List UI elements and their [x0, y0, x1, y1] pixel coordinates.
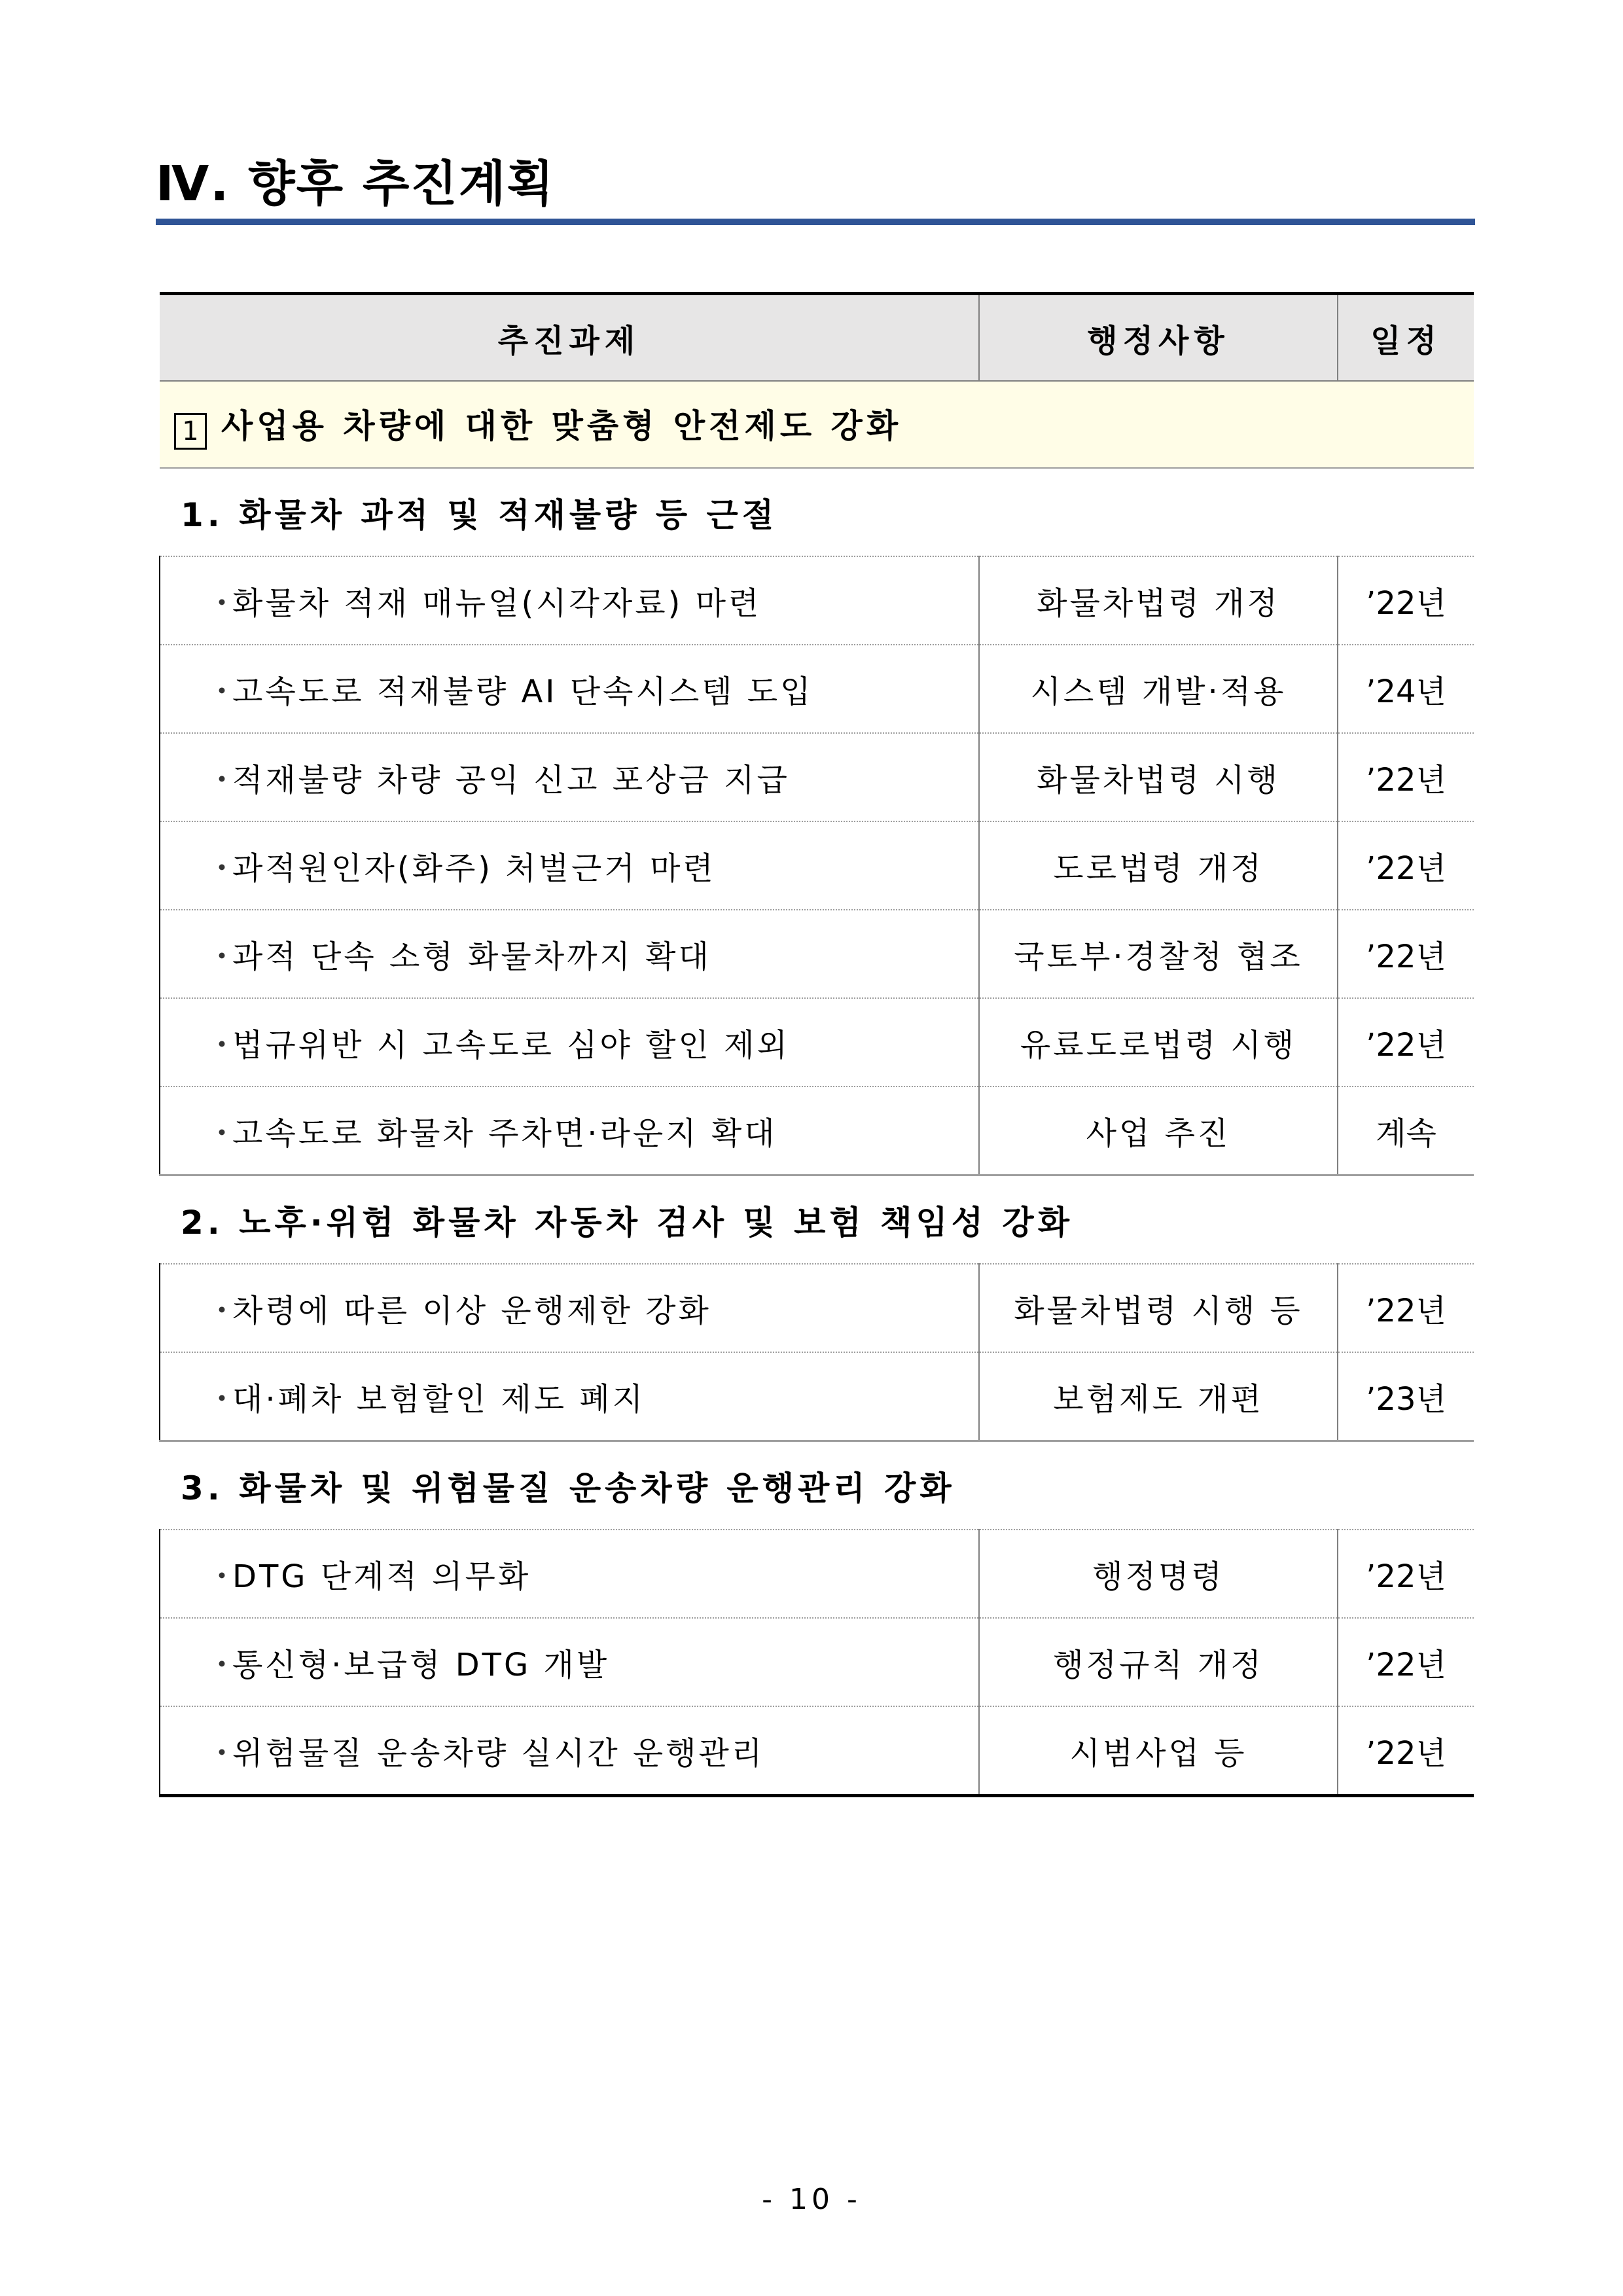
task-cell: [160, 998, 979, 1086]
admin-cell: 화물차법령 시행: [979, 733, 1338, 821]
page-title: Ⅳ. 향후 추진계획: [156, 156, 555, 212]
section-row: [160, 1441, 1474, 1530]
bullet-icon: ・: [206, 1381, 238, 1418]
table-row: [160, 821, 1474, 910]
page-number: - 10 -: [762, 2183, 861, 2216]
date-cell: ’22년: [1338, 910, 1474, 998]
task-text: 대·폐차 보험할인 제도 폐지: [232, 1381, 646, 1418]
header-task: 추진과제: [160, 294, 979, 382]
date-cell: ’22년: [1338, 1530, 1474, 1618]
admin-cell: 화물차법령 시행 등: [979, 1264, 1338, 1352]
section-title: 2. 노후·위험 화물차 자동차 검사 및 보험 책임성 강화: [160, 1175, 1474, 1265]
bullet-icon: ・: [206, 850, 238, 887]
table-row: [160, 1618, 1474, 1706]
plan-table: [159, 292, 1474, 1797]
section-row: [160, 1175, 1474, 1265]
admin-cell: 행정명령: [979, 1530, 1338, 1618]
task-text: 차령에 따른 이상 운행제한 강화: [232, 1293, 711, 1329]
bullet-icon: ・: [206, 1293, 238, 1329]
task-cell: [160, 1706, 979, 1796]
table-row: [160, 1264, 1474, 1352]
title-divider: [156, 219, 1475, 225]
task-cell: [160, 645, 979, 733]
table-row: [160, 1530, 1474, 1618]
task-text: 고속도로 화물차 주차면·라운지 확대: [232, 1115, 777, 1152]
date-cell: ’22년: [1338, 1264, 1474, 1352]
category-cell: [160, 381, 1474, 468]
date-cell: ’22년: [1338, 733, 1474, 821]
category-label: 사업용 차량에 대한 맞춤형 안전제도 강화: [221, 406, 902, 445]
task-cell: [160, 821, 979, 910]
admin-cell: 보험제도 개편: [979, 1352, 1338, 1441]
task-text: 과적원인자(화주) 처벌근거 마련: [232, 850, 716, 887]
date-cell: ’22년: [1338, 1706, 1474, 1796]
task-text: 위험물질 운송차량 실시간 운행관리: [232, 1735, 765, 1772]
bullet-icon: ・: [206, 762, 238, 798]
task-cell: [160, 1086, 979, 1175]
category-number-box: 1: [174, 413, 207, 450]
bullet-icon: ・: [206, 1647, 238, 1683]
section-title: 3. 화물차 및 위험물질 운송차량 운행관리 강화: [160, 1441, 1474, 1530]
task-text: 적재불량 차량 공익 신고 포상금 지급: [232, 762, 790, 798]
date-cell: ’22년: [1338, 998, 1474, 1086]
task-text: 화물차 적재 매뉴얼(시각자료) 마련: [232, 585, 762, 622]
bullet-icon: ・: [206, 585, 238, 622]
task-cell: [160, 1530, 979, 1618]
table-row: [160, 733, 1474, 821]
admin-cell: 행정규칙 개정: [979, 1618, 1338, 1706]
task-text: 고속도로 적재불량 AI 단속시스템 도입: [232, 673, 813, 710]
header-date: 일정: [1338, 294, 1474, 382]
table-row: [160, 1706, 1474, 1796]
admin-cell: 사업 추진: [979, 1086, 1338, 1175]
task-cell: [160, 1618, 979, 1706]
table-row: [160, 910, 1474, 998]
date-cell: ’22년: [1338, 556, 1474, 645]
bullet-icon: ・: [206, 1115, 238, 1152]
bullet-icon: ・: [206, 939, 238, 975]
admin-cell: 화물차법령 개정: [979, 556, 1338, 645]
table-row: [160, 645, 1474, 733]
bullet-icon: ・: [206, 1027, 238, 1064]
task-cell: [160, 1352, 979, 1441]
section-title: 1. 화물차 과적 및 적재불량 등 근절: [181, 495, 778, 534]
date-cell: 계속: [1338, 1086, 1474, 1175]
table-row: [160, 1352, 1474, 1441]
date-cell: ’23년: [1338, 1352, 1474, 1441]
category-row: [160, 381, 1474, 468]
section-row: [160, 468, 1474, 556]
date-cell: ’22년: [1338, 821, 1474, 910]
bullet-icon: ・: [206, 673, 238, 710]
bullet-icon: ・: [206, 1735, 238, 1772]
table-row: [160, 1086, 1474, 1175]
task-cell: [160, 733, 979, 821]
admin-cell: 시스템 개발·적용: [979, 645, 1338, 733]
admin-cell: 국토부·경찰청 협조: [979, 910, 1338, 998]
table-row: [160, 998, 1474, 1086]
admin-cell: 시범사업 등: [979, 1706, 1338, 1796]
date-cell: ’22년: [1338, 1618, 1474, 1706]
task-text: 과적 단속 소형 화물차까지 확대: [232, 939, 711, 975]
table-row: [160, 556, 1474, 645]
task-text: DTG 단계적 의무화: [232, 1558, 531, 1595]
date-cell: ’24년: [1338, 645, 1474, 733]
bullet-icon: ・: [206, 1558, 238, 1595]
task-text: 법규위반 시 고속도로 심야 할인 제외: [232, 1027, 790, 1064]
task-cell: [160, 556, 979, 645]
task-cell: [160, 910, 979, 998]
admin-cell: 도로법령 개정: [979, 821, 1338, 910]
table-header-row: [160, 294, 1474, 382]
admin-cell: 유료도로법령 시행: [979, 998, 1338, 1086]
task-cell: [160, 1264, 979, 1352]
header-admin: 행정사항: [979, 294, 1338, 382]
task-text: 통신형·보급형 DTG 개발: [232, 1647, 610, 1683]
